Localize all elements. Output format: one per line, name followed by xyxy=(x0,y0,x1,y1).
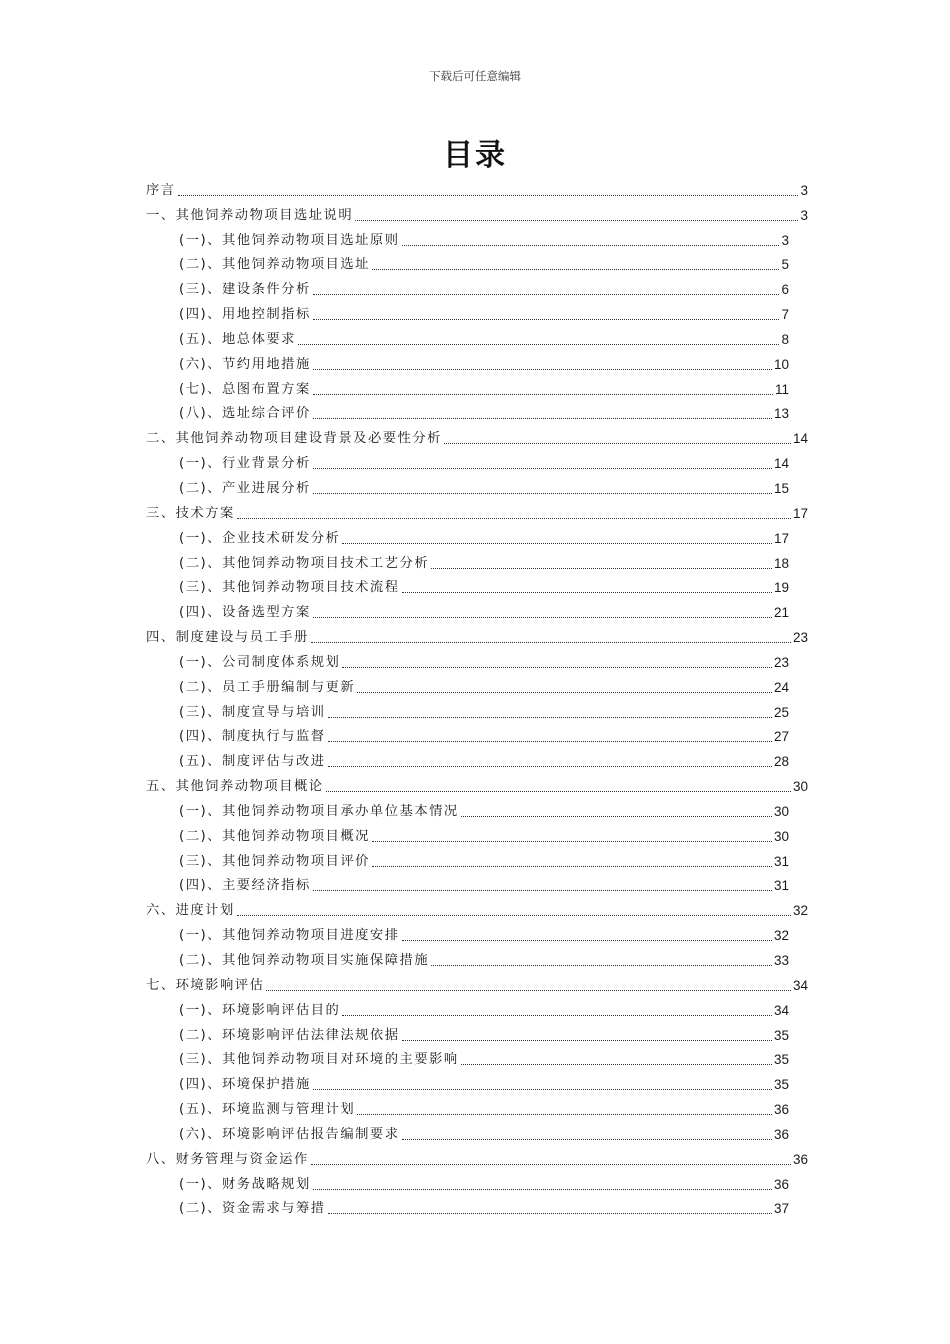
toc-entry-title: 六、进度计划 xyxy=(146,903,235,919)
toc-entry-page-number: 17 xyxy=(773,530,789,546)
toc-entry[interactable] xyxy=(146,1194,808,1219)
toc-entry[interactable] xyxy=(146,423,808,448)
toc-entry-page-number: 8 xyxy=(781,331,789,347)
toc-entry[interactable] xyxy=(146,200,808,225)
toc-entry-page-number: 18 xyxy=(773,555,789,571)
dot-leader xyxy=(402,245,780,246)
toc-entry-title: (四)、主要经济指标 xyxy=(179,878,311,894)
toc-entry-page-number: 24 xyxy=(773,679,789,695)
dot-leader xyxy=(311,642,791,643)
toc-entry[interactable] xyxy=(146,1119,808,1144)
toc-entry-title: (六)、环境影响评估报告编制要求 xyxy=(179,1126,400,1142)
toc-entry[interactable] xyxy=(146,746,808,771)
toc-entry[interactable] xyxy=(146,697,808,722)
toc-entry-title: (八)、选址综合评价 xyxy=(179,406,311,422)
dot-leader xyxy=(372,269,780,270)
toc-entry-page-number: 31 xyxy=(773,878,789,894)
toc-entry-page-number: 35 xyxy=(773,1052,789,1068)
dot-leader xyxy=(311,1164,791,1165)
dot-leader xyxy=(237,915,791,916)
toc-entry-page-number: 30 xyxy=(792,779,808,795)
dot-leader xyxy=(328,741,772,742)
dot-leader xyxy=(313,1089,772,1090)
toc-entry-title: (二)、其他饲养动物项目实施保障措施 xyxy=(179,953,430,968)
toc-title: 目录 xyxy=(443,138,507,173)
toc-entry[interactable] xyxy=(146,448,808,473)
dot-leader xyxy=(313,1189,772,1190)
toc-entry[interactable] xyxy=(146,274,808,299)
toc-entry-page-number: 13 xyxy=(773,406,789,422)
toc-entry[interactable] xyxy=(146,498,808,523)
dot-leader xyxy=(298,344,780,345)
table-of-contents xyxy=(146,175,808,1218)
toc-entry[interactable] xyxy=(146,548,808,573)
toc-entry-title: (三)、制度宣导与培训 xyxy=(179,704,326,720)
toc-entry-title: (一)、企业技术研发分析 xyxy=(179,530,341,546)
toc-entry[interactable] xyxy=(146,846,808,871)
toc-entry[interactable] xyxy=(146,250,808,275)
toc-entry[interactable] xyxy=(146,225,808,250)
toc-entry[interactable] xyxy=(146,771,808,796)
dot-leader xyxy=(342,1015,772,1016)
toc-entry-page-number: 23 xyxy=(792,630,808,646)
toc-entry[interactable] xyxy=(146,523,808,548)
toc-entry-page-number: 36 xyxy=(773,1176,789,1192)
dot-leader xyxy=(431,965,772,966)
toc-entry-page-number: 6 xyxy=(781,282,789,298)
dot-leader xyxy=(372,866,772,867)
toc-entry-title: (一)、公司制度体系规划 xyxy=(179,654,341,670)
dot-leader xyxy=(402,940,772,941)
toc-entry-page-number: 37 xyxy=(773,1201,789,1217)
toc-entry[interactable] xyxy=(146,672,808,697)
toc-entry-page-number: 11 xyxy=(774,381,789,397)
toc-entry-page-number: 32 xyxy=(773,928,789,944)
toc-entry-title: 三、技术方案 xyxy=(146,505,235,521)
toc-entry[interactable] xyxy=(146,374,808,399)
toc-entry-title: (三)、其他饲养动物项目技术流程 xyxy=(179,580,400,596)
toc-entry-page-number: 5 xyxy=(781,257,789,273)
toc-entry-title: (二)、员工手册编制与更新 xyxy=(179,679,356,695)
toc-entry-page-number: 31 xyxy=(773,853,789,869)
toc-entry-page-number: 3 xyxy=(800,182,808,198)
toc-entry[interactable] xyxy=(146,399,808,424)
dot-leader xyxy=(461,1064,772,1065)
toc-entry-page-number: 19 xyxy=(773,580,789,596)
dot-leader xyxy=(313,890,772,891)
toc-entry-page-number: 3 xyxy=(800,207,808,223)
toc-entry-page-number: 30 xyxy=(773,803,789,819)
toc-entry-title: (三)、其他饲养动物项目评价 xyxy=(179,853,370,869)
toc-entry[interactable] xyxy=(146,995,808,1020)
dot-leader xyxy=(313,418,772,419)
toc-entry-page-number: 36 xyxy=(773,1102,789,1118)
dot-leader xyxy=(313,394,773,395)
toc-entry-title: (一)、环境影响评估目的 xyxy=(179,1002,341,1018)
dot-leader xyxy=(313,369,772,370)
toc-entry-title: 四、制度建设与员工手册 xyxy=(146,630,309,646)
dot-leader xyxy=(402,592,772,593)
toc-entry-page-number: 30 xyxy=(773,828,789,844)
dot-leader xyxy=(357,692,772,693)
toc-entry[interactable] xyxy=(146,597,808,622)
toc-entry[interactable] xyxy=(146,945,808,970)
header-note: 下载后可任意编辑 xyxy=(429,69,521,83)
toc-entry[interactable] xyxy=(146,473,808,498)
toc-entry-title: (一)、财务战略规划 xyxy=(179,1176,311,1192)
toc-entry-title: (七)、总图布置方案 xyxy=(179,381,311,397)
toc-entry[interactable] xyxy=(146,349,808,374)
toc-entry-page-number: 25 xyxy=(773,704,789,720)
toc-entry-title: (四)、环境保护措施 xyxy=(179,1077,311,1093)
toc-entry-title: (二)、其他饲养动物项目概况 xyxy=(179,828,370,844)
toc-entry-page-number: 28 xyxy=(773,754,789,770)
toc-entry[interactable] xyxy=(146,796,808,821)
toc-entry-title: (一)、其他饲养动物项目选址原则 xyxy=(179,232,400,248)
toc-entry-title: (二)、产业进展分析 xyxy=(179,480,311,496)
dot-leader xyxy=(342,667,772,668)
toc-entry-title: (二)、环境影响评估法律法规依据 xyxy=(179,1027,400,1043)
toc-entry-title: (四)、设备选型方案 xyxy=(179,605,311,621)
toc-entry-page-number: 35 xyxy=(773,1077,789,1093)
dot-leader xyxy=(313,617,772,618)
toc-entry-title: (一)、行业背景分析 xyxy=(179,456,311,472)
toc-entry-page-number: 36 xyxy=(773,1126,789,1142)
toc-entry[interactable] xyxy=(146,175,808,200)
toc-entry-title: (二)、其他饲养动物项目选址 xyxy=(179,257,370,273)
toc-entry-title: 五、其他饲养动物项目概论 xyxy=(146,779,324,795)
toc-entry[interactable] xyxy=(146,970,808,995)
toc-entry[interactable] xyxy=(146,1144,808,1169)
toc-entry-page-number: 35 xyxy=(773,1027,789,1043)
toc-entry[interactable] xyxy=(146,895,808,920)
toc-entry-page-number: 10 xyxy=(773,356,789,372)
toc-entry-title: 二、其他饲养动物项目建设背景及必要性分析 xyxy=(146,431,442,447)
toc-entry-page-number: 7 xyxy=(781,307,789,323)
toc-entry-title: 一、其他饲养动物项目选址说明 xyxy=(146,207,354,223)
dot-leader xyxy=(342,543,772,544)
toc-entry-page-number: 21 xyxy=(773,605,789,621)
toc-entry-page-number: 17 xyxy=(792,505,808,521)
dot-leader xyxy=(431,568,772,569)
toc-entry-title: (一)、其他饲养动物项目进度安排 xyxy=(179,928,400,944)
toc-entry[interactable] xyxy=(146,573,808,598)
dot-leader xyxy=(237,518,791,519)
dot-leader xyxy=(402,1139,772,1140)
toc-entry-page-number: 36 xyxy=(792,1151,808,1167)
dot-leader xyxy=(313,294,780,295)
toc-entry-title: (三)、其他饲养动物项目对环境的主要影响 xyxy=(179,1052,459,1068)
toc-entry[interactable] xyxy=(146,1045,808,1070)
toc-entry[interactable] xyxy=(146,1094,808,1119)
toc-entry-title: 序言 xyxy=(146,182,176,198)
toc-entry-title: (四)、用地控制指标 xyxy=(179,307,311,323)
dot-leader xyxy=(313,319,780,320)
toc-entry-page-number: 33 xyxy=(773,953,789,968)
toc-entry[interactable] xyxy=(146,1020,808,1045)
toc-entry-title: (二)、其他饲养动物项目技术工艺分析 xyxy=(179,555,430,571)
toc-entry[interactable] xyxy=(146,1069,808,1094)
toc-entry-title: (五)、地总体要求 xyxy=(179,331,296,347)
dot-leader xyxy=(313,468,772,469)
toc-entry[interactable] xyxy=(146,647,808,672)
toc-entry-title: (三)、建设条件分析 xyxy=(179,282,311,298)
toc-entry-page-number: 15 xyxy=(773,480,789,496)
toc-entry-page-number: 23 xyxy=(773,654,789,670)
toc-entry-title: (四)、制度执行与监督 xyxy=(179,729,326,745)
dot-leader xyxy=(357,1114,772,1115)
toc-entry[interactable] xyxy=(146,722,808,747)
toc-entry-title: 七、环境影响评估 xyxy=(146,977,265,993)
dot-leader xyxy=(372,841,772,842)
toc-entry-page-number: 14 xyxy=(773,456,789,472)
dot-leader xyxy=(313,493,772,494)
toc-entry-title: (二)、资金需求与筹措 xyxy=(179,1201,326,1217)
dot-leader xyxy=(178,195,799,196)
toc-entry[interactable] xyxy=(146,324,808,349)
dot-leader xyxy=(328,717,772,718)
dot-leader xyxy=(326,791,791,792)
toc-entry-page-number: 34 xyxy=(792,977,808,993)
dot-leader xyxy=(266,990,791,991)
toc-entry[interactable] xyxy=(146,821,808,846)
toc-entry-page-number: 32 xyxy=(792,903,808,919)
toc-entry-page-number: 14 xyxy=(792,431,808,447)
toc-entry-title: (五)、环境监测与管理计划 xyxy=(179,1102,356,1118)
dot-leader xyxy=(402,1040,772,1041)
toc-entry-page-number: 34 xyxy=(773,1002,789,1018)
toc-entry[interactable] xyxy=(146,299,808,324)
dot-leader xyxy=(328,1213,772,1214)
dot-leader xyxy=(355,220,798,221)
dot-leader xyxy=(444,443,791,444)
toc-entry-page-number: 27 xyxy=(773,729,789,745)
toc-entry-page-number: 3 xyxy=(781,232,789,248)
toc-entry[interactable] xyxy=(146,622,808,647)
toc-entry-title: (五)、制度评估与改进 xyxy=(179,754,326,770)
toc-entry[interactable] xyxy=(146,871,808,896)
toc-entry-title: (一)、其他饲养动物项目承办单位基本情况 xyxy=(179,803,459,819)
toc-entry-title: 八、财务管理与资金运作 xyxy=(146,1151,309,1167)
toc-entry[interactable] xyxy=(146,1169,808,1194)
dot-leader xyxy=(461,816,772,817)
toc-entry[interactable] xyxy=(146,920,808,945)
dot-leader xyxy=(328,766,772,767)
toc-entry-title: (六)、节约用地措施 xyxy=(179,356,311,372)
